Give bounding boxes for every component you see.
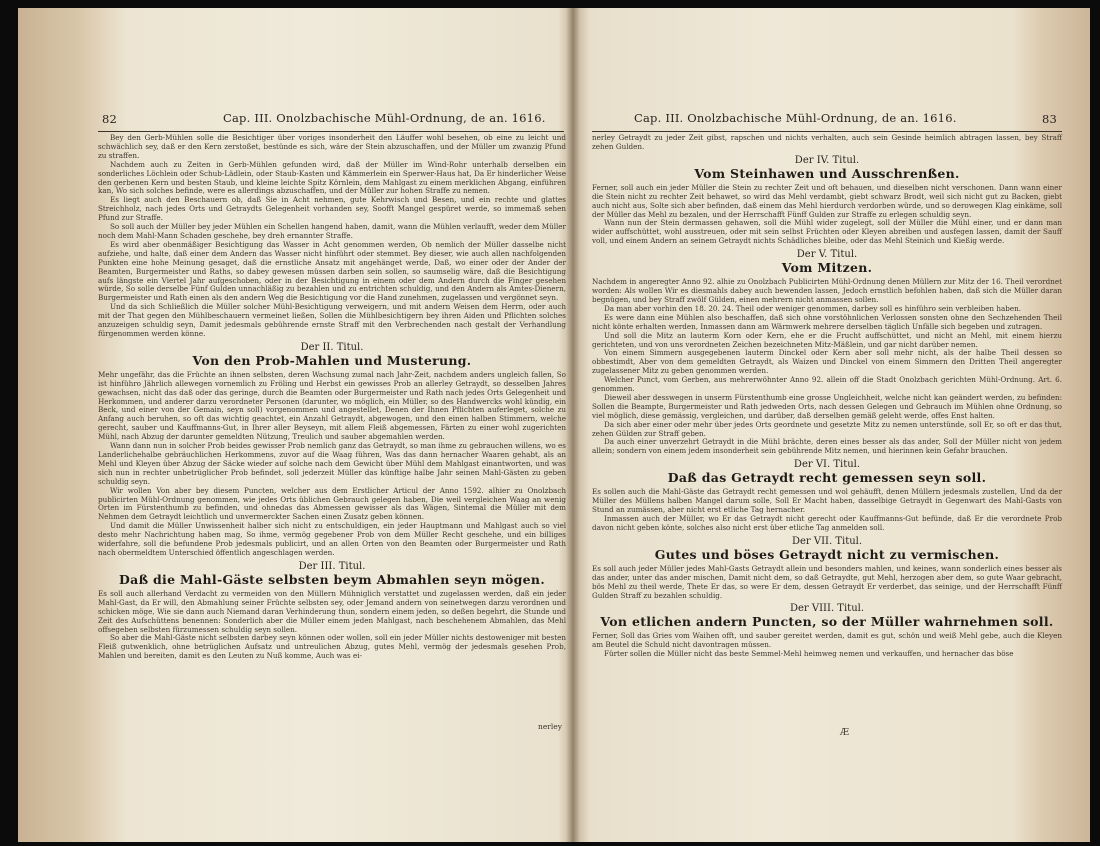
section3-heading: Daß die Mahl-Gäste selbsten beym Abmahlen seyn mögen. (119, 571, 545, 587)
right-para: nerley Getraydt zu jeder Zeit gibst, rapschen und nichts verhalten, auch sein Gesinde heimlich abtragen lassen, bey Straff zehen Gulden. (592, 133, 1062, 151)
right-para: Ferner, Soll das Gries vom Waihen offt, und sauber gereitet werden, damit es gut, schön und weiß Mehl gebe, auch die Kleyen am Beutel die Schuld nicht davontragen müssen. (592, 631, 1062, 650)
section3-body (98, 590, 566, 661)
right-running-head (634, 111, 957, 125)
left-para: Es liegt auch den Beschauern ob, daß Sie in Acht nehmen, gute Kehrwisch und Besen, und ein rechte und glattes Streichholz, nach jedes Orts und Getraydts Gelegenheit vorhanden sey, Soofft Mangel gespüret werde, so immemaß sehen Pfund zur Straffe. (98, 195, 566, 223)
right-para: Da man aber vorhin den 18. 20. 24. Theil oder weniger genommen, darbey soll es hinführo sein verbleiben haben. (604, 303, 1022, 313)
right-header-rule (592, 131, 1062, 132)
left-para: Mehr ungefähr, das die Früchte an ihnen selbsten, deren Wachsung zumal nach Jahr-Zeit, nachdem anders ungleich fallen, So ist hinführo Jährlich allewegen vornemlich zu Fröling und Herbst ein gewisses Prob an allerley Getraydt, so desselben Jahres gewachsen, nicht das daß oder das geringe, durch die Beamten oder Burgermeister und Rath nach jedes Orts Gelegenheit und Herkommen, und anderer darzu verordneter Personen (darunter, wo möglich, ein Müller, so des Handwercks wohl kündig, ein Beck, und einer von der Gemain, seyn soll) vorgenommen und angestellet, Denen der Ihnen Pflichten auferleget, solche zu Anfang auch beruhen, so oft das wichtig geachtet, ein Anzahl Getraydt, abgewogen, und den einen halben Stimmern, welche gerecht, sauber und Kauffmanns-Gut, in Ihrer aller Beyseyn, mit allem Fleiß abgemessen, Färten zu einer wohl zugerichten Mühl, nach Abzug der darunter gemeldten Nützung, Treulich und sauber abgemahlen werden. (98, 369, 566, 442)
left-top-section (98, 134, 566, 339)
left-para: Es soll auch allerhand Verdacht zu vermeiden von den Müllern Mühniglich verstattet und zugelassen werden, daß ein jeder Mahl-Gast, da Er will, den Abmahlung seiner Früchte selbsten sey, oder Jemand andern von seinetwegen darzu verordnen und schicken möge, Wie sie dann auch Niemand daran Verhinderung thun, sondern einem jeden, so deßen begehrt, die Stunde und Zeit des Aufschüttens benennen: Sonderlich aber die Müller einem jeden Mahlgast, nach beschehenem Abmahlen, das Mehl offsegeben selbsten fürzumessen schuldig seyn sollen. (98, 588, 566, 634)
left-para: Und da sich Schließlich die Müller solcher Mühl-Besichtigung verweigern, und mit andern Weisen dem Herrn, oder auch mit der That gegen den Mühlbeschauern vermeinet ließen, Sollen die Mühlbesichtigern bey ihren Aiden und Pflichten solches anzuzeigen schuldig seyn, Damit jedesmals gebührende ernste Straff mit den Verbrechenden nach gestalt der Verhandlung fürgenommen werden könne. (98, 302, 566, 338)
section7-heading: Gutes und böses Getraydt nicht zu vermischen. (654, 546, 1000, 562)
left-para: Bey den Gerb-Mühlen solle die Besichtiger über voriges insonderheit den Läuffer wohl besehen, ob eine zu leicht und schwächlich sey, daß er den Kern zerstoßet, bestünde es sich, wäre der Stein abzuschaffen, und der Müller um zwanzig Pfund zu straffen. (98, 133, 566, 160)
right-para: Dieweil aber desswegen in unserm Fürstenthumb eine grosse Ungleichheit, welche nicht kan geändert werden, zu befinden: Sollen die Beampte, Burgermeister und Rath jedweden Orts, nach dessen Gelegen und Gebrauch im Mühlen ohne Ordnung, so viel möglich, diese gemässig, vergleichen, und darüber, daß derselben gemäß geleht werde, offes Enst halten. (592, 392, 1062, 420)
right-para: Und soll die Mitz an lauterm Korn oder Kern, ehe er die Frucht auffschüttet, und nicht an Mehl, mit einem hierzu gerichteten, und von uns verordneten Zeichen bezeichneten Mitz-Mäßlein, und gar nicht darüber nemen. (592, 330, 1062, 349)
section6-body (592, 488, 1062, 533)
section2-titel: Der II. Titul. (300, 341, 364, 353)
left-para: Wann dann nun in solcher Prob beides gewisser Prob nemlich ganz das Getraydt, so man ihme zu gebrauchen willens, wo es Landerlichehalbe gebräuchlichen Herkommens, zuvor auf die Waag führen, Was das dann hernacher Waaren gehabt, als an Mehl und Kleyen über Abzug der Säcke wieder auf solche nach dem Gewicht über Mühl dem Mahlgast einantworten, und was sich nun in rechter unbetrüglicher Prob befindet, soll jederzeit Müller das künftige halbe Jahr seinen Mahl-Gästen zu geben schuldig seyn. (98, 441, 566, 486)
left-page-number: 82 (102, 112, 118, 126)
right-para: Ferner, soll auch ein jeder Müller die Stein zu rechter Zeit und oft behauen, und dieselben nicht verschonen. Dann wann einer die Stein nicht zu rechter Zeit behawet, so wird das Mehl verdambt, giebt schwarz Brodt, weil sich nicht gut zu Backen, giebt auch nicht aus, Solte sich aber befinden, daß einem das Mehl hierdurch verdorben würde, und so derowegen Klag einkäme, soll der Müller das Mehl zu bezalen, und der Herrschafft Fünff Gulden zur Straffe zu erlegen schuldig seyn. (592, 182, 1062, 219)
right-page (572, 8, 1090, 842)
right-para: Fürter sollen die Müller nicht das beste Semmel-Mehl heimweg nemen und verkauffen, und hernacher das böse (604, 649, 1014, 659)
right-para: Welcher Punct, vom Gerben, aus mehrerwöhnter Anno 92. allein off die Stadt Onolzbach gerichten Mühl-Ordnung. Art. 6. genommen. (592, 375, 1062, 394)
right-para: Da auch einer unverzehrt Getraydt in die Mühl brächte, deren eines besser als das ander, Soll der Müller nicht von jedem allein; sondern von einem jedem insonderheit sein gebührende Mitz nemen, und hierinnen kein Gefahr brauchen. (592, 437, 1062, 456)
right-text-block (592, 134, 1062, 659)
left-para: Nachdem auch zu Zeiten in Gerb-Mühlen gefunden wird, daß der Müller im Wind-Rohr unterhalb derselben ein sonderliches Löchlein oder Schub-Lädlein, oder Staub-Kasten und Kämmerlein ein Sperwer-Haus hat, Da Er hinderlicher Weise den gerbenen Kern und besten Staub, und kleine leichte Spitz Körnlein, dem Mahlgast zu einem merklichen Abgang, einführen kan, Wo sich solches befinde, were es allerdings abzuschaffen, und der Müller zur hohen Straffe zu nemen. (98, 159, 566, 196)
section6-titel: Der VI. Titul. (793, 459, 861, 471)
right-para: Da sich aber einer oder mehr über jedes Orts geordnete und gesetzte Mitz zu nemen unterstünde, soll Er, so oft er das thut, zehen Gülden zur Straff geben. (592, 419, 1062, 438)
left-header-rule (98, 131, 564, 132)
right-page-number: 83 (1042, 112, 1058, 126)
right-para: Inmassen auch der Müller, wo Er das Getraydt nicht gerecht oder Kauffmanns-Gut befünde, daß Er die verordnete Prob davon nicht geben könte, solches also nicht erst über etliche Tag anmelden soll. (592, 514, 1062, 532)
section2-body (98, 371, 566, 558)
right-para: Es soll auch jeder Müller jedes Mahl-Gasts Getraydt allein und besonders mahlen, und keines, wann sonderlich eines besser als das ander, unter das ander mischen, Damit nicht dem, so daß Getraydte, gut Mehl, herzogen aber dem, so gute Waar gebracht, bös Mehl zu theil werde, Thete Er das, so were Er dem, dessen Getraydt Er verderbet, das seinige, und der Herrschafft Fünff Gulden Straff zu bezahlen schuldig. (592, 563, 1062, 600)
left-para: So soll auch der Müller bey jeder Mühlen ein Schellen hangend haben, damit, wann die Mühlen verlaufft, weder dem Müller noch dem Mahl-Mann Schaden geschehe, bey dreh ernannter Straffe. (98, 222, 566, 240)
section4-titel: Der IV. Titul. (794, 154, 860, 166)
section4-body (592, 184, 1062, 246)
right-running-head-text: Cap. III. Onolzbachische Mühl-Ordnung, de an. 1616. (634, 111, 957, 125)
section5-heading: Vom Mitzen. (781, 260, 873, 276)
right-para: Nachdem in angeregter Anno 92. alhie zu Onolzbach Publicirten Mühl-Ordnung denen Müllern zur Mitz der 16. Theil verordnet worden: Als wollen Wir es diesmahls dabey auch bewenden lassen, Jedoch ernstlich befohlen haben, daß sich die Müller daran begnügen, und bey Straff zwölf Gülden, einen mehrern nicht anmassen sollen. (592, 277, 1062, 304)
left-running-head (223, 111, 546, 125)
signature-mark: Æ (840, 728, 850, 738)
left-para: Es wird aber obenmäßiger Besichtigung das Wasser in Acht genommen werden, Ob nemlich der Müller dasselbe nicht aufziehe, und halte, daß einer dem Andern das Wasser nicht hinführt oder stemmet. Bey dieser, wie auch allen nachfolgenden Punkten eine hohe Meinung gesaget, daß die ernstliche Ansatz mit angehänget werde, Daß, wo einer oder der Ander der Beamten, Burgermeister und Raths, so dabey gewesen müssen darben sein sollen, so saumselig wäre, daß die Besichtigung aufs längste ein Viertel Jahr aufgeschoben, oder in der Besichtigung in einem oder dem Andern durch die Finger gesehen würde, So solle derselbe Fünf Gulden unnachläßig zu bezahlen und zu entrichten schuldig, und den Andern als Amtes-Dienern, Burgermeister und Rath einen als den andern Weg die Besichtigung vor die Hand zunehmen, zugelassen und vergönnet seyn. (98, 239, 566, 303)
right-para: Es were dann eine Mühlen also beschaffen, daß sich ohne vorstöhnlichen Verlossen sonsten ohne den Sechzehenden Theil nicht könte erhalten werden, Inmassen dann am Wärmwerk mehrere derselben täglich Unfälle sich begeben und zutragen. (592, 312, 1062, 331)
section3-titel: Der III. Titul. (298, 560, 366, 572)
left-running-head-text: Cap. III. Onolzbachische Mühl-Ordnung, de an. 1616. (223, 111, 546, 125)
section8-titel: Der VIII. Titul. (789, 603, 865, 615)
section6-heading: Daß das Getraydt recht gemessen seyn soll. (667, 470, 987, 486)
left-para: Wir wollen Von aber bey diesem Puncten, welcher aus dem Erstlicher Articul der Anno 1592. alhier zu Onolzbach publicirten Mühl-Ordnung genommen, wie jedes Orts üblichen Gebrauch gelegen haben, Die weil vergleichen Waag an wenig Orten im Fürstenthumb zu befinden, und ohnedas das Abmessen gewisser als das Wägen, Sintemal die Müller mit dem Nehmen dem Getraydt leichtlich und unvermerckter Sachen einen Zusatz geben können. (98, 485, 566, 522)
open-book (18, 8, 1090, 842)
right-para: Wann nun der Stein dermassen gehawen, soll die Mühl wider zugelegt, soll der Müller die Mühl einer, und er dann man wider auffschüttet, wohl ausstreuen, oder mit sein selbst Früchten oder Kleyen abreiben und ausfegen lassen, damit der Sauff voll, und einem Andern an seinem Getraydt nichts Schädliches bleibe, oder das Mehl Steinich und Kießig werde. (592, 218, 1062, 246)
left-para: Und damit die Müller Unwissenheit halber sich nicht zu entschuldigen, ein jeder Hauptmann und Mahlgast auch so viel desto mehr Nachrichtung haben mag, So ihme, vermög gegebener Prob von dem Müller Recht geschehe, und ein billiges widerfahre, soll die befundene Prob jedesmals publicirt, und an allen Orten von den Beamten oder Burgermeister und Rath nach obermeldtem Unterschied öffentlich angeschlagen werden. (98, 521, 566, 557)
section7-titel: Der VII. Titul. (791, 535, 863, 547)
section5-titel: Der V. Titul. (796, 249, 858, 261)
right-para: Von einem Simmern ausgegebenen lauterm Dinckel oder Kern aber soll mehr nicht, als der halbe Theil dessen so obbestimdt, Aber von dem gemeldten Getraydt, als Waizen und Dinckel von einem Simmern den Dritten Theil angeregter zugelassener Mitz zu geben genommen werden. (592, 348, 1062, 376)
right-top-section (592, 134, 1062, 152)
left-text-block (98, 134, 566, 661)
section5-body (592, 278, 1062, 456)
left-page (18, 8, 572, 842)
section7-body (592, 565, 1062, 601)
left-catchword: nerley (538, 722, 562, 731)
book-gutter (566, 8, 580, 842)
section8-body (592, 632, 1062, 659)
right-para: Es sollen auch die Mahl-Gäste das Getraydt recht gemessen und wol gehäufft, denen Müllern jedesmals zustellen, Und da der Müller des Müllens halben Mangel darum solle, Soll Er Macht haben, dasselbige Getraydt in Gegenwart des Mahl-Gasts von Stund an zumässen, aber nicht erst etliche Tag hernacher. (592, 487, 1062, 515)
left-para: So aber die Mahl-Gäste nicht selbsten darbey seyn können oder wollen, soll ein jeder Müller nichts destoweniger mit besten Fleiß gutwenklich, ohne betrüglichen Aufsatz und untreulichen Abzug, gutes Mehl, vermög der jedesmals gesehen Prob, Mahlen und bereiten, damit es den Leuten zu Nuß komme, Auch was ei- (98, 633, 566, 661)
section4-heading: Vom Steinhawen und Ausschrenßen. (694, 165, 960, 181)
section2-heading: Von den Prob-Mahlen und Musterung. (192, 352, 472, 368)
section8-heading: Von etlichen andern Puncten, so der Müller wahrnehmen soll. (600, 614, 1054, 630)
